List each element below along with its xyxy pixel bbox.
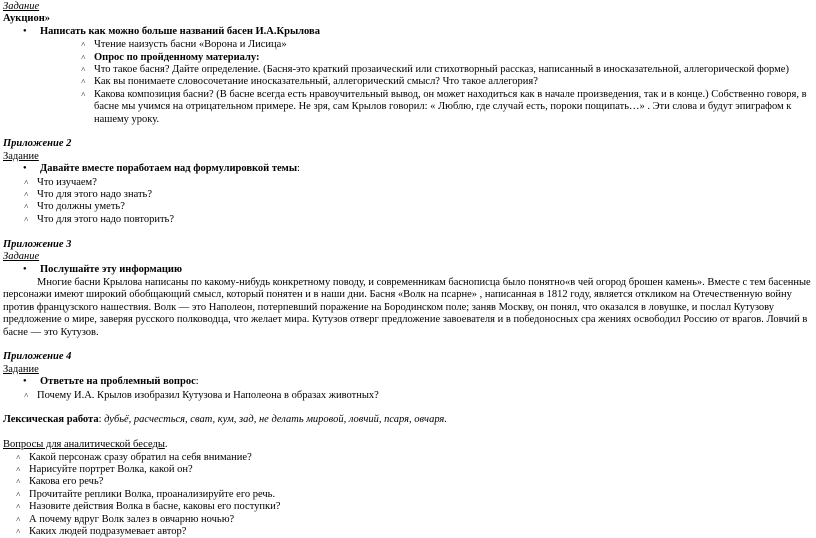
list-item-text: Что такое басня? Дайте определение. (Басня-это краткий прозаический или стихотворный рассказ, написанный в иносказательной, аллегорической форме)	[94, 64, 789, 76]
paragraph-line: персонажи имеют широкий обобщающий смысл, который понятен и в наши дни. Басня «Волк на псарне» , написанная в 1812 году, является откликом на Отечественную войну	[3, 289, 792, 301]
section4-list	[3, 390, 813, 402]
list-item-text: Прочитайте реплики Волка, проанализируйте его речь.	[29, 488, 276, 500]
lexical-work	[3, 414, 813, 426]
triangle-bullet-icon: ˄	[24, 390, 29, 400]
list-item-text: Почему И.А. Крылов изобразил Кутузова и Наполеона в образах животных?	[37, 389, 379, 401]
bullet-dot-icon	[3, 163, 29, 176]
list-item-text: Что для этого надо знать?	[37, 189, 153, 201]
list-item	[23, 177, 813, 189]
questions-heading	[3, 439, 813, 451]
list-item	[23, 189, 813, 201]
bullet-dot-icon	[3, 264, 29, 277]
colon: :	[297, 163, 300, 175]
section3-task	[3, 264, 813, 277]
list-item-text: Какова его речь?	[29, 476, 104, 488]
list-item	[80, 76, 813, 88]
list-item	[15, 501, 813, 513]
list-item-text: Каких людей подразумевает автор?	[29, 525, 187, 537]
paragraph-line: против французского нашествия. Волк — это Наполеон, потерпевший поражение на Бородинском поле; заняв Москву, он понял, что оказался в ловушке, и послал Кутузову	[3, 301, 775, 313]
list-item-text: Что должны уметь?	[37, 201, 125, 213]
lexical-words: дубьё, расчесться, сват, кум, зад, не делать мировой, ловчий, псаря, овчаря.	[101, 414, 447, 426]
list-item-text: А почему вдруг Волк залез в овчарню ночью?	[29, 513, 235, 525]
item5-line1: Какова композиция басни? (В басне всегда есть нравоучительный вывод, он может находиться как в начале произведения, так и в конце.) Собственно говоря, в	[94, 88, 807, 100]
appendix-2-heading: Приложение 2	[3, 138, 72, 150]
list-item	[15, 489, 813, 501]
triangle-bullet-icon: ˄	[81, 52, 86, 62]
list-item	[23, 390, 813, 402]
list-item-text: Опрос по пройденному материалу:	[94, 51, 260, 63]
triangle-bullet-icon: ˄	[16, 526, 21, 536]
triangle-bullet-icon: ˄	[81, 77, 86, 87]
triangle-bullet-icon: ˄	[16, 514, 21, 524]
paragraph-line: Многие басни Крылова написаны по какому-нибудь конкретному поводу, и современникам баснописца было понятно«в чей огород брошен камень». Вместе с тем басенные	[37, 276, 811, 288]
section3-label: Задание	[3, 251, 40, 263]
section1-task-text: Написать как можно больше названий басен И.А.Крылова	[40, 25, 320, 37]
questions-list	[3, 452, 813, 538]
item5-line3: нашему уроку.	[94, 113, 160, 125]
list-item	[15, 476, 813, 488]
questions-label: Вопросы для аналитической беседы	[3, 439, 165, 451]
section2-list	[3, 177, 813, 227]
triangle-bullet-icon: ˄	[24, 177, 29, 187]
triangle-bullet-icon: ˄	[24, 214, 29, 224]
triangle-bullet-icon: ˄	[24, 202, 29, 212]
section1-task	[3, 26, 813, 39]
appendix-3-heading: Приложение 3	[3, 238, 72, 250]
triangle-bullet-icon: ˄	[16, 489, 21, 499]
triangle-bullet-icon: ˄	[81, 89, 86, 99]
list-item-text: Что для этого надо повторить?	[37, 213, 174, 225]
section2-task-text: Давайте вместе поработаем над формулировкой темы	[40, 163, 298, 175]
list-item	[23, 201, 813, 213]
list-item-text: Назовите действия Волка в басне, каковы его поступки?	[29, 501, 281, 513]
list-item-text: Чтение наизусть басни «Ворона и Лисица»	[94, 39, 287, 51]
list-item	[15, 514, 813, 526]
section4-label: Задание	[3, 363, 39, 375]
list-item-text: Нарисуйте портрет Волка, какой он?	[29, 463, 193, 475]
section2-label: Задание	[3, 150, 39, 162]
triangle-bullet-icon: ˄	[24, 190, 29, 200]
triangle-bullet-icon: ˄	[81, 40, 86, 50]
bullet-dot-icon	[3, 26, 29, 39]
section1-list	[3, 39, 813, 126]
list-item	[15, 464, 813, 476]
list-item	[80, 64, 813, 76]
list-item-text: Какой персонаж сразу обратил на себя внимание?	[29, 451, 252, 463]
triangle-bullet-icon: ˄	[16, 452, 21, 462]
list-item	[80, 52, 813, 64]
triangle-bullet-icon: ˄	[81, 65, 86, 75]
paragraph-line: предложение о мире, заверяя русского полководца, что желает мира. Кутузов отверг предложение завоевателя и в победоносных сра жениях освободил Россию от врагов. Ловчий в	[3, 314, 808, 326]
dot: .	[164, 439, 168, 451]
triangle-bullet-icon: ˄	[16, 502, 21, 512]
list-item-text	[94, 89, 807, 126]
list-item-text: Как вы понимаете словосочетание иносказательный, аллегорический смысл? Что такое аллегория?	[94, 76, 538, 88]
list-item-text: Что изучаем?	[37, 176, 97, 188]
section2-task	[3, 163, 813, 176]
section1-label: Задание	[3, 1, 40, 12]
section3-paragraph	[3, 277, 813, 339]
section4-task	[3, 376, 813, 389]
triangle-bullet-icon: ˄	[16, 464, 21, 474]
item5-line2: басне мы учимся на отрицательном примере. Не зря, сам Крылов говорил: « Люблю, где случай есть, пороки пощипать…» . Эти слова и будут эпиграфом к	[94, 101, 792, 113]
colon: :	[98, 414, 102, 426]
list-item	[15, 452, 813, 464]
list-item	[80, 89, 813, 126]
list-item	[80, 39, 813, 51]
section4-task-text: Ответьте на проблемный вопрос	[40, 376, 196, 388]
paragraph-line: басне — это Кутузов.	[3, 326, 99, 338]
bullet-dot-icon	[3, 376, 29, 389]
colon: :	[195, 376, 199, 388]
section1-title: Аукцион»	[3, 13, 51, 25]
lexical-label: Лексическая работа	[3, 414, 99, 426]
triangle-bullet-icon: ˄	[16, 477, 21, 487]
list-item	[23, 214, 813, 226]
appendix-4-heading: Приложение 4	[3, 351, 72, 363]
section3-task-text: Послушайте эту информацию	[40, 263, 183, 275]
